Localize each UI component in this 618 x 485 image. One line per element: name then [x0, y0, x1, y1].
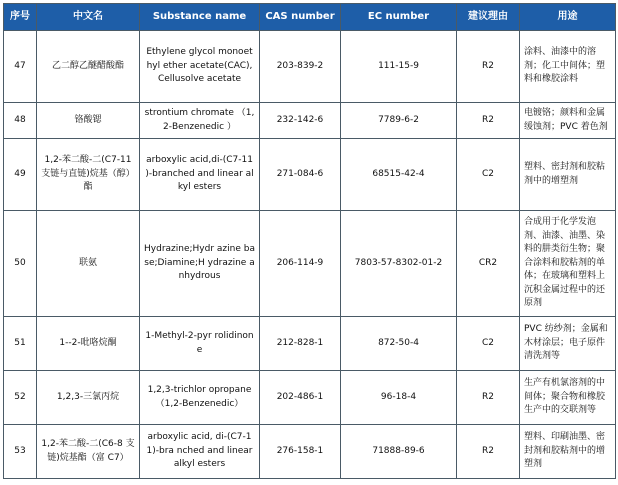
header-ec-number: EC number — [341, 4, 457, 31]
cell-substance-name: 1,2,3-trichlor opropane （1,2-Benzenedic） — [140, 371, 260, 425]
cell-no: 50 — [4, 211, 37, 317]
table-row — [4, 139, 616, 211]
cell-no: 53 — [4, 425, 37, 479]
cell-ec-number: 111-15-9 — [341, 31, 457, 103]
header-cas-number: CAS number — [260, 4, 341, 31]
table-row — [4, 425, 616, 479]
cell-reason: C2 — [457, 317, 520, 371]
table-row — [4, 211, 616, 317]
cell-substance-name: 1-Methyl-2-pyr rolidinone — [140, 317, 260, 371]
cell-ec-number: 7789-6-2 — [341, 103, 457, 139]
cell-reason: R2 — [457, 31, 520, 103]
cell-substance-name: arboxylic acid, di-(C7-11)-bra nched and linear alkyl esters — [140, 425, 260, 479]
cell-cas-number: 203-839-2 — [260, 31, 341, 103]
cell-ec-number: 71888-89-6 — [341, 425, 457, 479]
cell-cas-number: 212-828-1 — [260, 317, 341, 371]
cell-cas-number: 202-486-1 — [260, 371, 341, 425]
cell-cas-number: 271-084-6 — [260, 139, 341, 211]
cell-cn-name: 1,2-苯二酸-二(C7-11 支链与直链)烷基（醇）酯 — [37, 139, 140, 211]
cell-use: 生产有机氯溶剂的中间体；聚合物和橡胶生产中的交联剂等 — [520, 371, 616, 425]
cell-reason: CR2 — [457, 211, 520, 317]
table-row — [4, 317, 616, 371]
cell-use: 合成用于化学发泡剂、油漆、油墨、染料的肼类衍生物；聚合涂料和胶粘剂的单体；在玻璃和塑料上沉积金属过程中的还原剂 — [520, 211, 616, 317]
header-no: 序号 — [4, 4, 37, 31]
cell-substance-name: arboxylic acid,di-(C7-11 )-branched and linear alkyl esters — [140, 139, 260, 211]
cell-no: 48 — [4, 103, 37, 139]
substance-table-wrapper — [3, 3, 616, 479]
cell-cn-name: 联氨 — [37, 211, 140, 317]
header-reason: 建议理由 — [457, 4, 520, 31]
cell-reason: R2 — [457, 371, 520, 425]
table-row — [4, 103, 616, 139]
cell-cn-name: 乙二醇乙醚醋酸酯 — [37, 31, 140, 103]
cell-use: 电镀铬；颜料和金属缓蚀剂；PVC 着色剂 — [520, 103, 616, 139]
cell-no: 52 — [4, 371, 37, 425]
cell-ec-number: 68515-42-4 — [341, 139, 457, 211]
cell-cas-number: 232-142-6 — [260, 103, 341, 139]
cell-reason: R2 — [457, 103, 520, 139]
cell-no: 49 — [4, 139, 37, 211]
cell-use: 塑料、密封剂和胶粘剂中的增塑剂 — [520, 139, 616, 211]
cell-use: 涂料、油漆中的溶剂；化工中间体；塑料和橡胶涂料 — [520, 31, 616, 103]
cell-use: 塑料、印刷油墨、密封剂和胶粘剂中的增塑剂 — [520, 425, 616, 479]
table-row — [4, 371, 616, 425]
header-use: 用途 — [520, 4, 616, 31]
cell-use: PVC 纺纱剂；金属和木材涂层；电子原件清洗剂等 — [520, 317, 616, 371]
cell-substance-name: Hydrazine;Hydr azine base;Diamine;H ydrazine anhydrous — [140, 211, 260, 317]
table-row — [4, 31, 616, 103]
cell-cn-name: 1--2-吡咯烷酮 — [37, 317, 140, 371]
cell-substance-name: strontium chromate （1,2-Benzenedic ） — [140, 103, 260, 139]
cell-cas-number: 276-158-1 — [260, 425, 341, 479]
cell-cas-number: 206-114-9 — [260, 211, 341, 317]
cell-no: 51 — [4, 317, 37, 371]
header-row — [4, 4, 616, 31]
cell-ec-number: 7803-57-8302-01-2 — [341, 211, 457, 317]
cell-reason: R2 — [457, 425, 520, 479]
cell-reason: C2 — [457, 139, 520, 211]
cell-cn-name: 1,2,3-三氯丙烷 — [37, 371, 140, 425]
cell-ec-number: 872-50-4 — [341, 317, 457, 371]
cell-no: 47 — [4, 31, 37, 103]
header-substance-name: Substance name — [140, 4, 260, 31]
header-cn-name: 中文名 — [37, 4, 140, 31]
cell-cn-name: 铬酸锶 — [37, 103, 140, 139]
cell-ec-number: 96-18-4 — [341, 371, 457, 425]
substance-table — [3, 3, 616, 479]
cell-cn-name: 1,2-苯二酸-二(C6-8 支链)烷基酯（富 C7） — [37, 425, 140, 479]
cell-substance-name: Ethylene glycol monoethyl ether acetate(CAC), Cellusolve acetate — [140, 31, 260, 103]
